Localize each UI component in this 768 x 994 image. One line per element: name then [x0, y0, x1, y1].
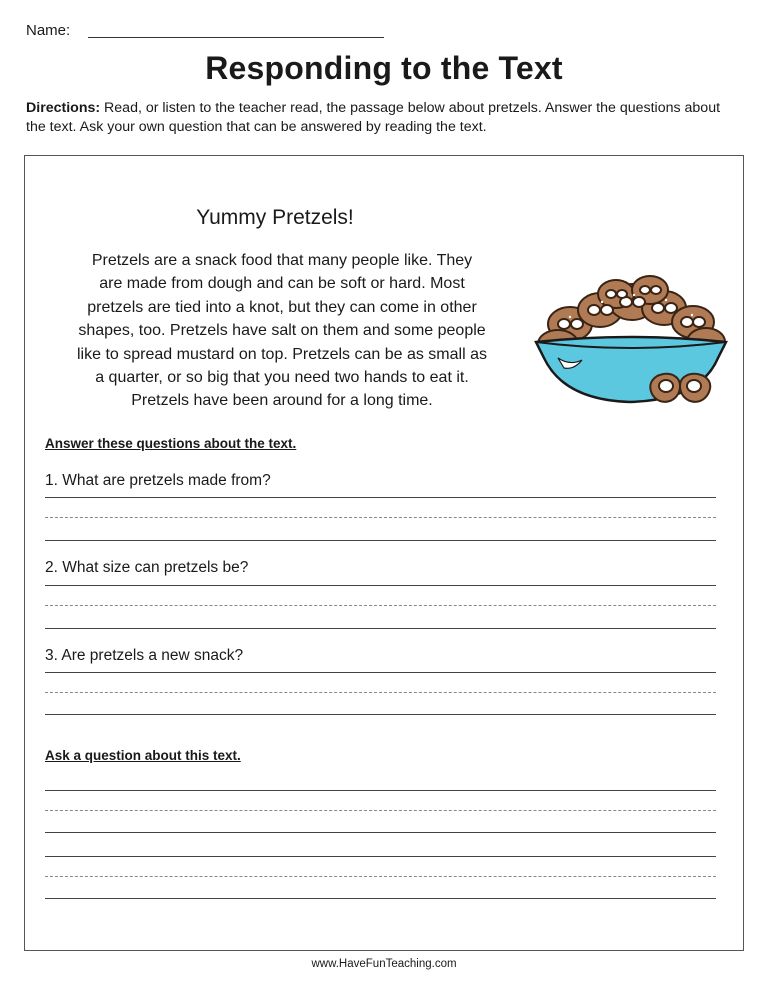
answer-midline	[45, 517, 716, 518]
answer-line[interactable]	[45, 714, 716, 715]
footer-website: www.HaveFunTeaching.com	[311, 958, 457, 970]
question-midline	[45, 810, 716, 811]
directions-label: Directions:	[26, 100, 101, 116]
question-midline	[45, 876, 716, 877]
questions-heading: Answer these questions about the text.	[45, 436, 297, 451]
question-3: 3. Are pretzels a new snack?	[45, 647, 244, 664]
passage-line: shapes, too. Pretzels have salt on them and some people	[78, 322, 486, 340]
page-title: Responding to the Text	[205, 50, 563, 86]
passage-line: like to spread mustard on top. Pretzels can be as small as	[77, 345, 487, 363]
directions-text: Read, or listen to the teacher read, the passage below about pretzels. Answer the questions about the text. Ask your own question that can be answered by reading the text.	[26, 100, 721, 135]
passage-line: a quarter, or so big that you need two hands to eat it.	[95, 369, 469, 387]
question-line[interactable]	[45, 832, 716, 833]
passage-text	[44, 249, 520, 413]
ask-heading: Ask a question about this text.	[45, 748, 241, 763]
name-label: Name:	[26, 22, 71, 39]
answer-line[interactable]	[45, 497, 716, 498]
directions	[26, 99, 742, 137]
name-field[interactable]	[88, 37, 384, 38]
answer-midline	[45, 692, 716, 693]
passage-line: pretzels are tied into a knot, but they can come in other	[87, 298, 477, 316]
pretzel-bowl-icon	[530, 262, 730, 422]
question-line[interactable]	[45, 898, 716, 899]
answer-midline	[45, 605, 716, 606]
answer-line[interactable]	[45, 540, 716, 541]
passage-title: Yummy Pretzels!	[196, 206, 354, 229]
answer-line[interactable]	[45, 628, 716, 629]
question-1: 1. What are pretzels made from?	[45, 472, 271, 489]
passage-line: Pretzels are a snack food that many people like. They	[91, 252, 473, 269]
answer-line[interactable]	[45, 672, 716, 673]
question-line[interactable]	[45, 790, 716, 791]
passage-line: Pretzels have been around for a long time.	[131, 392, 433, 410]
passage-line: are made from dough and can be soft or hard. Most	[99, 275, 465, 293]
answer-line[interactable]	[45, 585, 716, 586]
question-2: 2. What size can pretzels be?	[45, 559, 249, 576]
question-line[interactable]	[45, 856, 716, 857]
